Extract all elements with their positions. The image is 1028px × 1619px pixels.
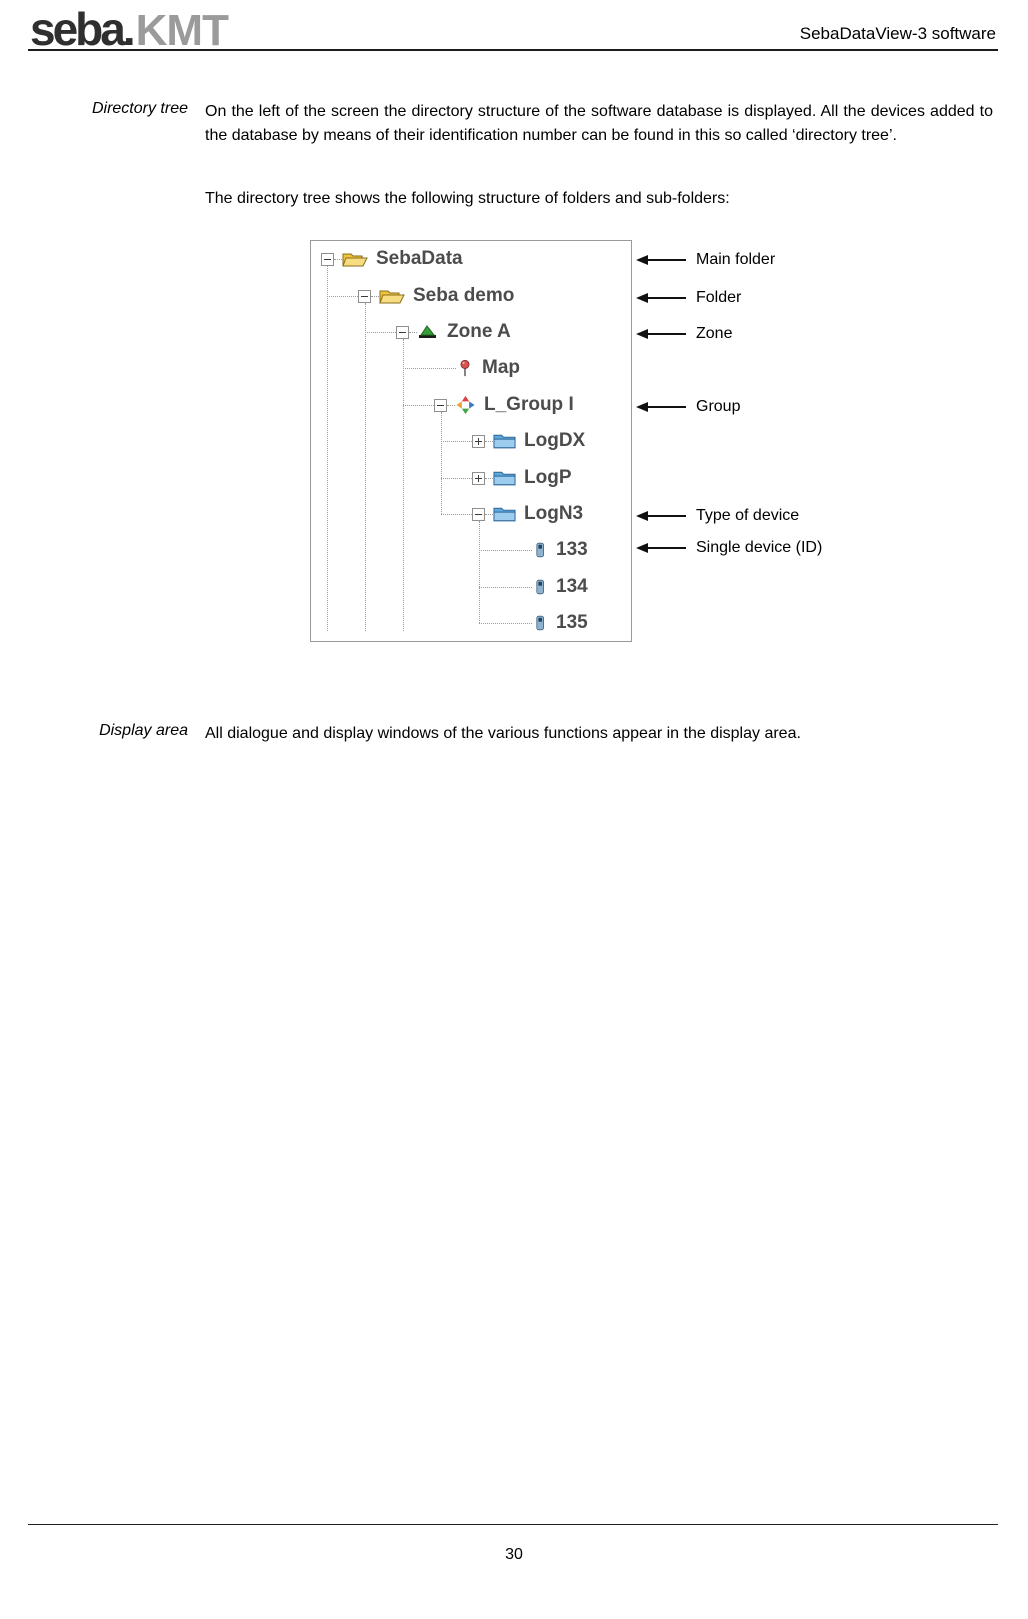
tree-item-logp	[441, 463, 572, 493]
map-pin-icon	[456, 358, 474, 378]
tree-item-label: 135	[556, 612, 588, 633]
document-title: SebaDataView-3 software	[799, 24, 996, 43]
tree-item-label: L_Group I	[484, 394, 574, 415]
tree-connector-line	[365, 332, 396, 333]
device-icon	[532, 613, 548, 633]
tree-connector-line	[403, 368, 456, 369]
tree-connector-line	[403, 405, 434, 406]
expand-minus-icon	[396, 326, 409, 339]
annotation-type-of-device	[638, 506, 799, 526]
left-arrow-icon	[638, 297, 686, 299]
tree-item-seba-demo	[327, 281, 514, 311]
annotation-label: Folder	[696, 289, 742, 306]
tree-item-logdx	[441, 426, 585, 456]
expand-minus-icon	[321, 253, 334, 266]
page-number: 30	[505, 1546, 523, 1563]
tree-item-label: LogDX	[524, 430, 586, 451]
tree-connector-line	[327, 296, 358, 297]
tree-item-label: 134	[556, 576, 588, 597]
expand-minus-icon	[358, 290, 371, 303]
annotation-label: Main folder	[696, 251, 776, 268]
zone-icon	[417, 322, 439, 342]
left-arrow-icon	[638, 406, 686, 408]
sebakmt-logo	[30, 2, 228, 56]
tree-item-map	[403, 353, 520, 383]
folder-blue-icon	[493, 505, 516, 523]
directory-tree-paragraph-1: On the left of the screen the directory structure of the software database is displayed. All the devices added to the database by means of their identification number can be found in this so called ‘directory tree’.	[205, 103, 993, 144]
section-label-display-area: Display area	[99, 722, 188, 739]
tree-item-label: SebaData	[376, 248, 463, 269]
logo-text-seba: seba.	[30, 3, 133, 55]
tree-connector-line	[441, 441, 472, 442]
tree-item-label: LogP	[524, 467, 572, 488]
left-arrow-icon	[638, 333, 686, 335]
annotation-main-folder	[638, 250, 775, 270]
group-icon	[455, 395, 476, 415]
display-area-paragraph: All dialogue and display windows of the various functions appear in the display area.	[205, 725, 801, 742]
logo-text-kmt: KMT	[135, 6, 228, 55]
annotation-label: Zone	[696, 325, 733, 342]
tree-item-label: Zone A	[447, 321, 511, 342]
tree-connector-line	[441, 478, 472, 479]
tree-item-zone-a	[365, 317, 511, 347]
tree-item-label: Seba demo	[413, 285, 515, 306]
left-arrow-icon	[638, 515, 686, 517]
header-divider	[28, 49, 998, 51]
expand-minus-icon	[472, 508, 485, 521]
open-folder-yellow-icon	[379, 286, 405, 306]
left-arrow-icon	[638, 259, 686, 261]
device-icon	[532, 577, 548, 597]
expand-minus-icon	[434, 399, 447, 412]
tree-item-label: 133	[556, 539, 588, 560]
section-label-directory-tree: Directory tree	[91, 100, 188, 117]
tree-connector-line	[485, 514, 493, 515]
tree-item-device-135	[479, 608, 588, 638]
annotation-label: Single device (ID)	[696, 539, 823, 556]
folder-blue-icon	[493, 432, 516, 450]
annotation-zone	[638, 324, 732, 344]
tree-connector-line	[334, 259, 342, 260]
directory-tree-figure	[310, 240, 632, 642]
annotation-label: Type of device	[696, 507, 800, 524]
tree-connector-line	[479, 550, 532, 551]
tree-item-logn3	[441, 499, 583, 529]
tree-item-label: Map	[482, 357, 520, 378]
open-folder-yellow-icon	[342, 249, 368, 269]
device-icon	[532, 540, 548, 560]
tree-connector-line	[479, 587, 532, 588]
left-arrow-icon	[638, 547, 686, 549]
annotation-group	[638, 397, 740, 417]
annotation-single-device-id	[638, 538, 822, 558]
tree-connector-line	[409, 332, 417, 333]
annotation-folder	[638, 288, 741, 308]
tree-item-device-133	[479, 535, 588, 565]
tree-connector-line	[447, 405, 455, 406]
tree-item-label: LogN3	[524, 503, 584, 524]
footer-divider	[28, 1524, 998, 1525]
tree-connector-line	[485, 441, 493, 442]
tree-item-sebadata	[321, 244, 463, 274]
tree-connector-line	[441, 514, 472, 515]
directory-tree-paragraph-2: The directory tree shows the following structure of folders and sub-folders:	[205, 190, 730, 207]
tree-item-l-group-i	[403, 390, 574, 420]
expand-plus-icon	[472, 435, 485, 448]
tree-connector-line	[365, 303, 366, 631]
folder-blue-icon	[493, 469, 516, 487]
tree-connector-line	[479, 623, 532, 624]
tree-connector-line	[327, 266, 328, 631]
annotation-label: Group	[696, 398, 741, 415]
expand-plus-icon	[472, 472, 485, 485]
tree-connector-line	[485, 478, 493, 479]
tree-item-device-134	[479, 572, 588, 602]
tree-connector-line	[371, 296, 379, 297]
